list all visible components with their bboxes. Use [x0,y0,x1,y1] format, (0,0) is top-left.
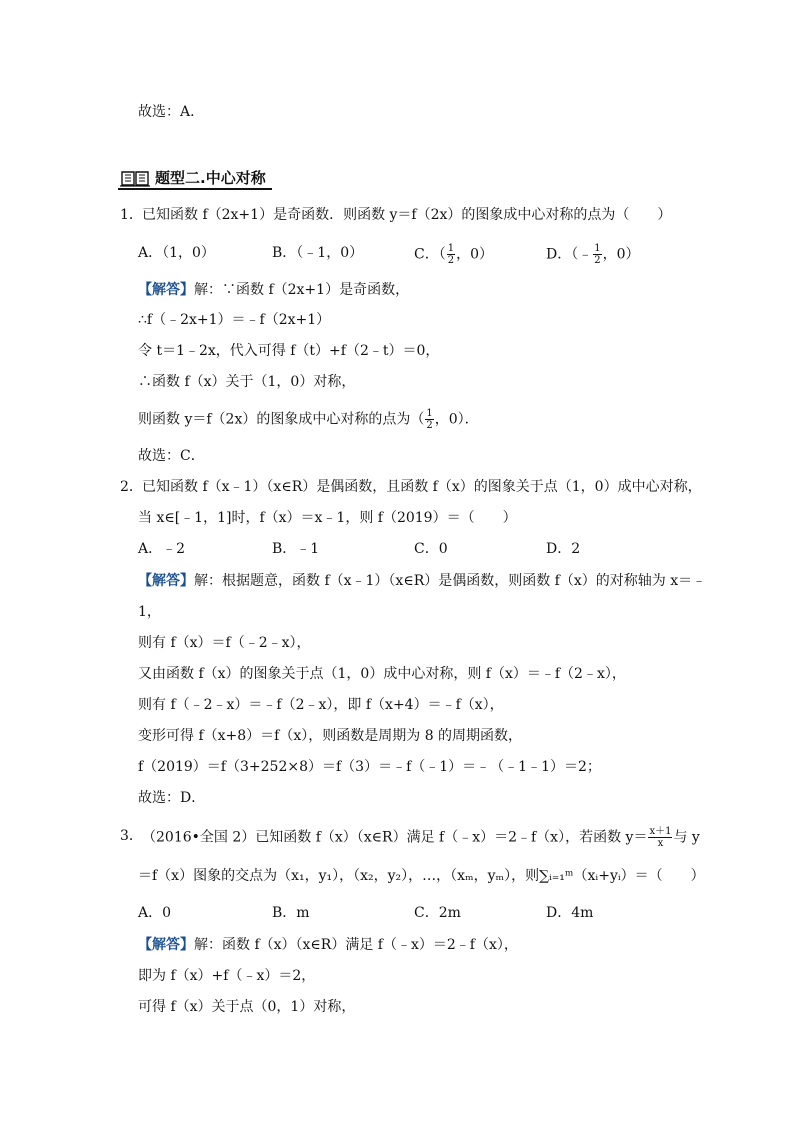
q3-number: 3． [120,828,143,844]
q1-option-d-label: D．（﹣ [546,246,593,263]
q2-solution-line-4: 又由函数 f（x）的图象关于点（1，0）成中心对称，则 f（x）＝﹣f（2﹣x）， [138,666,626,682]
q1-option-d [546,243,640,266]
frac-denominator: x [657,838,664,849]
q1-stem: 已知函数 f（2x+1）是奇函数．则函数 y＝f（2x）的图象成中心对称的点为（ ） [142,207,672,223]
q1-number: 1． [120,207,143,223]
q2-option-d: D．2 [546,541,581,557]
q2-stem-line-1: 已知函数 f（x﹣1）（x∈R）是偶函数，且函数 f（x）的图象关于点（1，0）成中心对称， [142,479,702,495]
q3-solution-line-1 [138,935,518,955]
q2-option-b: B．﹣1 [272,541,320,557]
q1-option-d-fraction [593,243,601,266]
frac-numerator: x＋1 [649,826,672,837]
q1-solution-line-5 [138,408,479,431]
q3-option-a: A．0 [138,905,172,921]
q3-stem-line-2: ＝f（x）图象的交点为（x₁，y₁），（x₂，y₂），…，（xₘ，yₘ），则∑ᵢ₌₁ᵐ（xᵢ+yᵢ）＝（ ） [138,868,705,884]
q2-stem-line-2: 当 x∈[﹣1，1]时，f（x）＝x﹣1，则 f（2019）＝（ ） [138,510,517,526]
q1-solution-tail: ，0）． [434,411,479,428]
frac-denominator: 2 [447,255,455,266]
q3-option-d: D．4m [546,905,594,921]
q2-solution-line-1 [138,571,706,591]
frac-denominator: 2 [426,420,433,431]
frac-numerator: 1 [447,243,455,254]
q2-solution-line-7: f（2019）＝f（3+252×8）＝f（3）＝﹣f（﹣1）＝﹣（﹣1﹣1）＝2； [138,759,601,775]
previous-conclusion: 故选：A． [138,104,205,120]
q1-option-c-label: C．（ [414,246,446,263]
q1-option-a: A．（1，0） [138,245,215,261]
answer-tag: 【解答】 [138,282,194,298]
q1-option-c [414,243,493,266]
frac-numerator: 1 [594,243,601,254]
answer-tag: 【解答】 [138,573,194,589]
q2-option-a: A．﹣2 [138,541,186,557]
answer-tag: 【解答】 [138,937,194,953]
q1-option-c-tail: ，0） [456,246,494,263]
open-book-icon [120,169,150,187]
q1-option-c-fraction [447,243,455,266]
frac-denominator: 2 [594,255,601,266]
q3-stem-tail: 与 y [673,829,700,846]
q1-option-b: B．（﹣1，0） [272,245,364,261]
q3-solution-line-3: 可得 f（x）关于点（0，1）对称， [138,999,356,1015]
q2-solution-line-2: 1， [138,604,161,620]
q1-solution-fraction [425,408,433,431]
frac-numerator: 1 [426,408,433,419]
q1-solution-line-4: ∴函数 f（x）关于（1，0）对称， [138,374,356,390]
q2-number: 2． [120,479,143,495]
q2-solution-line-5: 则有 f（﹣2﹣x）＝﹣f（2﹣x），即 f（x+4）＝﹣f（x）， [138,697,504,713]
q1-option-d-tail: ，0） [602,246,640,263]
q1-solution-text: 解：∵函数 f（2x+1）是奇函数， [194,282,410,298]
q3-stem-line-1 [142,826,700,849]
q3-option-c: C．2m [414,905,461,921]
q1-solution-line-2: ∴f（﹣2x+1）＝﹣f（2x+1） [138,312,331,328]
q3-option-b: B．m [272,905,310,921]
q1-solution-line-3: 令 t＝1﹣2x，代入可得 f（t）+f（2﹣t）＝0， [138,343,440,359]
q3-stem-fraction [648,826,672,849]
q3-solution-text: 解：函数 f（x）（x∈R）满足 f（﹣x）＝2﹣f（x）， [194,937,518,953]
q3-solution-line-2: 即为 f（x）+f（﹣x）＝2， [138,968,316,984]
q2-solution-line-3: 则有 f（x）＝f（﹣2﹣x）， [138,635,311,651]
q1-conclusion: 故选：C． [138,448,205,464]
section-title: 题型二.中心对称 [155,169,266,187]
q3-stem-text: （2016•全国 2）已知函数 f（x）（x∈R）满足 f（﹣x）＝2﹣f（x），若函数 y＝ [142,829,648,846]
q1-solution-line-1 [138,280,409,300]
q1-solution-text: 则函数 y＝f（2x）的图象成中心对称的点为（ [138,411,425,428]
q2-solution-text: 解：根据题意，函数 f（x﹣1）（x∈R）是偶函数，则函数 f（x）的对称轴为 x＝﹣ [194,573,707,589]
section-underline [118,188,272,190]
q2-option-c: C．0 [414,541,448,557]
q2-conclusion: 故选：D． [138,790,206,806]
q2-solution-line-6: 变形可得 f（x+8）＝f（x），则函数是周期为 8 的周期函数， [138,728,523,744]
